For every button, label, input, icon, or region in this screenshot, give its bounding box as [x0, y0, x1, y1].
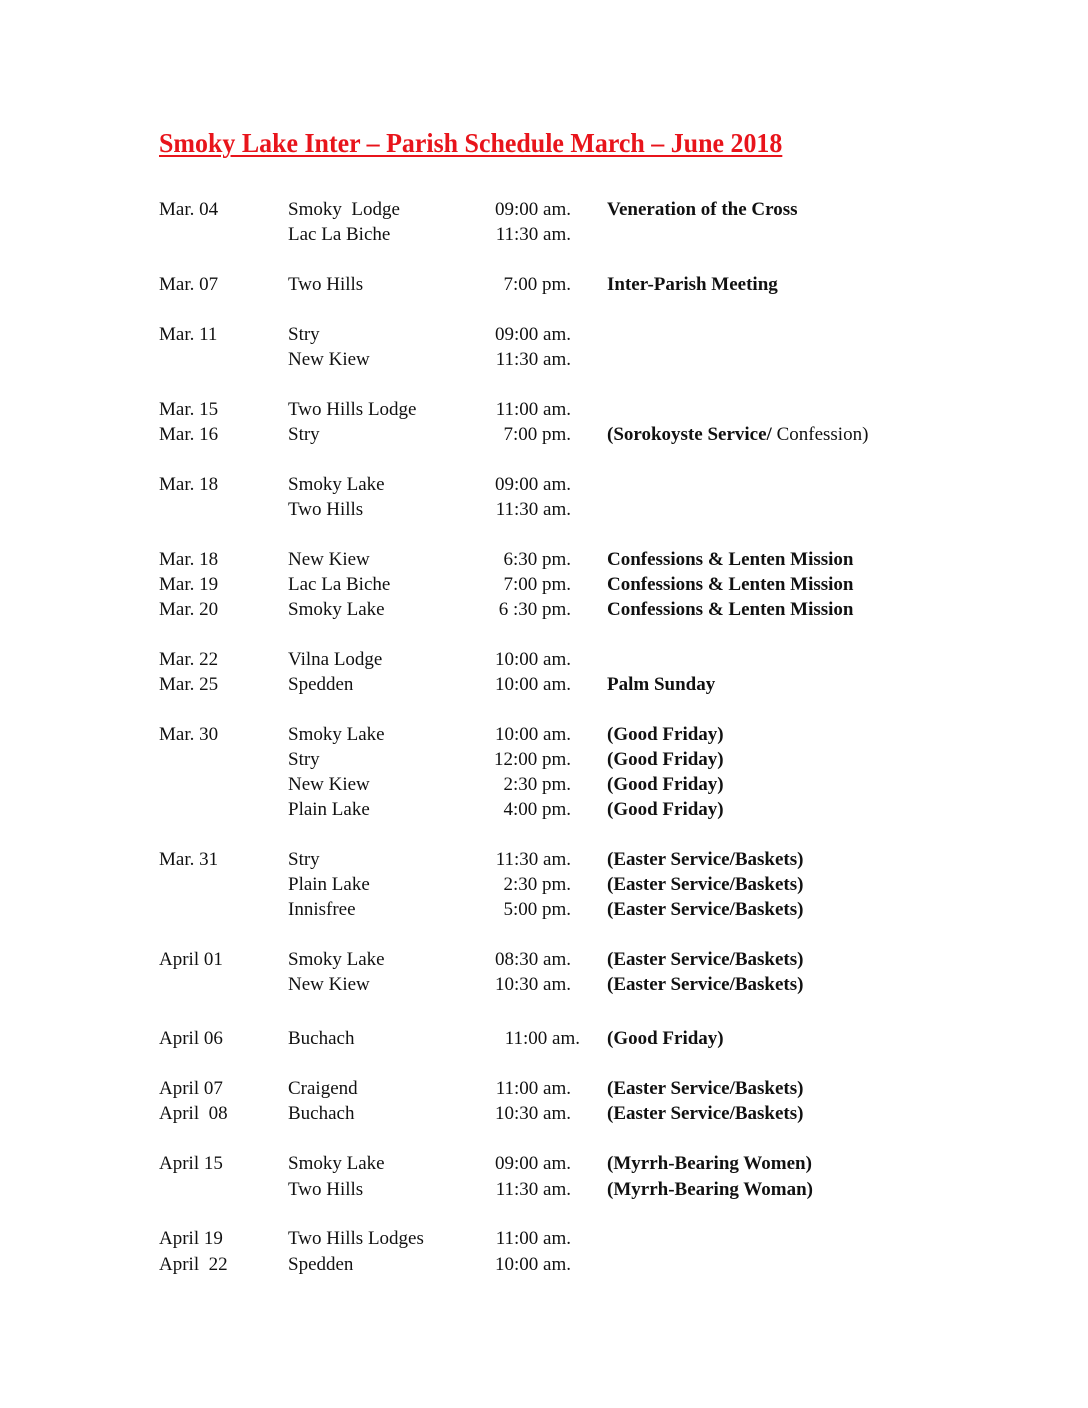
schedule-date: Mar. 30	[159, 724, 219, 745]
schedule-place: Smoky Lake	[288, 474, 385, 495]
schedule-date: April 19	[159, 1228, 223, 1249]
schedule-note	[607, 897, 803, 922]
schedule-time: 12:00 pm.	[493, 749, 571, 770]
schedule-time: 08:30 am.	[495, 949, 571, 970]
schedule-note	[607, 1101, 803, 1126]
schedule-place: Stry	[288, 324, 320, 345]
schedule-note-bold: (Sorokoyste Service/	[607, 424, 772, 445]
schedule-date: Mar. 18	[159, 549, 219, 570]
schedule-time: 7:00 pm.	[503, 574, 571, 595]
schedule-date: Mar. 20	[159, 599, 219, 620]
schedule-row	[0, 547, 1088, 572]
schedule-place: Smoky Lake	[288, 724, 385, 745]
schedule-time: 7:00 pm.	[503, 424, 571, 445]
schedule-time: 09:00 am.	[495, 474, 571, 495]
schedule-note-bold: (Easter Service/Baskets)	[607, 1103, 804, 1124]
schedule-place: Stry	[288, 749, 320, 770]
schedule-row	[0, 572, 1088, 597]
schedule-date: Mar. 16	[159, 424, 219, 445]
schedule-note	[607, 872, 803, 897]
schedule-date: April 22	[159, 1254, 228, 1275]
schedule-note-bold: Confessions & Lenten Mission	[607, 599, 854, 620]
schedule-note	[607, 972, 803, 997]
schedule-date: Mar. 31	[159, 849, 219, 870]
schedule-row	[0, 497, 1088, 522]
schedule-time: 4:00 pm.	[503, 799, 571, 820]
schedule-time: 11:30 am.	[495, 224, 571, 245]
schedule-note	[607, 1076, 803, 1101]
schedule-note	[607, 672, 715, 697]
schedule-time: 11:30 am.	[495, 499, 571, 520]
schedule-note-bold: (Easter Service/Baskets)	[607, 1078, 804, 1099]
schedule-date: April 07	[159, 1078, 223, 1099]
schedule-place: Two Hills Lodge	[288, 399, 417, 420]
schedule-place: Smoky Lake	[288, 599, 385, 620]
schedule-note	[607, 197, 798, 222]
schedule-note	[607, 1151, 812, 1176]
schedule-place: Plain Lake	[288, 874, 370, 895]
schedule-row	[0, 597, 1088, 622]
schedule-note	[607, 572, 854, 597]
schedule-row	[0, 747, 1088, 772]
schedule-note-bold: (Easter Service/Baskets)	[607, 899, 804, 920]
schedule-note-bold: (Good Friday)	[607, 749, 724, 770]
schedule-time: 7:00 pm.	[503, 274, 571, 295]
schedule-time: 10:30 am.	[495, 974, 571, 995]
schedule-date: Mar. 11	[159, 324, 218, 345]
schedule-date: Mar. 07	[159, 274, 219, 295]
schedule-time: 10:00 am.	[495, 649, 571, 670]
schedule-row	[0, 1226, 1088, 1251]
schedule-note	[607, 797, 724, 822]
schedule-time: 11:00 am.	[495, 399, 571, 420]
schedule-row	[0, 197, 1088, 222]
schedule-note-bold: Palm Sunday	[607, 674, 716, 695]
schedule-time: 10:30 am.	[495, 1103, 571, 1124]
schedule-date: April 06	[159, 1028, 223, 1049]
schedule-date: April 01	[159, 949, 223, 970]
schedule-time: 09:00 am.	[495, 199, 571, 220]
schedule-time: 11:30 am.	[495, 349, 571, 370]
schedule-place: Vilna Lodge	[288, 649, 383, 670]
schedule-place: Two Hills	[288, 1179, 364, 1200]
schedule-note	[607, 847, 803, 872]
schedule-row	[0, 672, 1088, 697]
schedule-time: 5:00 pm.	[503, 899, 571, 920]
schedule-date: Mar. 19	[159, 574, 219, 595]
schedule-note-bold: (Good Friday)	[607, 1028, 724, 1049]
schedule-row	[0, 1076, 1088, 1101]
schedule-note-bold: Confessions & Lenten Mission	[607, 574, 854, 595]
schedule-place: Two Hills	[288, 499, 364, 520]
schedule-note	[607, 547, 854, 572]
schedule-time: 11:30 am.	[495, 1179, 571, 1200]
schedule-time: 10:00 am.	[495, 724, 571, 745]
schedule-place: Craigend	[288, 1078, 358, 1099]
schedule-date: Mar. 18	[159, 474, 219, 495]
schedule-place: New Kiew	[288, 549, 370, 570]
schedule-place: Lac La Biche	[288, 224, 391, 245]
schedule-note	[607, 772, 724, 797]
schedule-note-bold: Inter-Parish Meeting	[607, 274, 778, 295]
schedule-date: Mar. 15	[159, 399, 219, 420]
schedule-note-bold: (Myrrh-Bearing Woman)	[607, 1179, 813, 1200]
schedule-row	[0, 272, 1088, 297]
schedule-note	[607, 722, 724, 747]
schedule-time: 10:00 am.	[495, 1254, 571, 1275]
schedule-note	[607, 747, 724, 772]
schedule-note-bold: (Easter Service/Baskets)	[607, 949, 804, 970]
schedule-place: Stry	[288, 424, 320, 445]
schedule-note	[607, 422, 868, 447]
schedule-place: Smoky Lake	[288, 949, 385, 970]
schedule-time: 10:00 am.	[495, 674, 571, 695]
schedule-time: 2:30 pm.	[503, 874, 571, 895]
schedule-row	[0, 322, 1088, 347]
schedule-place: Buchach	[288, 1103, 355, 1124]
schedule-note	[607, 597, 854, 622]
schedule-row	[0, 472, 1088, 497]
schedule-row	[0, 797, 1088, 822]
schedule-place: Spedden	[288, 1254, 354, 1275]
schedule-time: 6 :30 pm.	[498, 599, 571, 620]
schedule-place: Two Hills	[288, 274, 364, 295]
schedule-note	[607, 947, 803, 972]
schedule-row	[0, 422, 1088, 447]
schedule-note	[607, 1026, 724, 1051]
schedule-row	[0, 1151, 1088, 1176]
schedule-place: New Kiew	[288, 349, 370, 370]
schedule-time: 2:30 pm.	[503, 774, 571, 795]
schedule-note-bold: Confessions & Lenten Mission	[607, 549, 854, 570]
schedule-row	[0, 972, 1088, 997]
schedule-time: 09:00 am.	[495, 324, 571, 345]
schedule-note-bold: (Good Friday)	[607, 799, 724, 820]
schedule-date: Mar. 22	[159, 649, 219, 670]
schedule-note-bold: (Myrrh-Bearing Women)	[607, 1153, 812, 1174]
schedule-note-bold: Veneration of the Cross	[607, 199, 798, 220]
schedule-place: Smoky Lodge	[288, 199, 400, 220]
schedule-time: 09:00 am.	[495, 1153, 571, 1174]
schedule-time: 11:00 am.	[504, 1028, 580, 1049]
schedule-row	[0, 772, 1088, 797]
schedule-place: Two Hills Lodges	[288, 1228, 424, 1249]
schedule-note	[607, 1177, 813, 1202]
schedule-place: Plain Lake	[288, 799, 370, 820]
schedule-note-bold: (Easter Service/Baskets)	[607, 874, 804, 895]
schedule-note	[607, 272, 778, 297]
schedule-note-bold: (Easter Service/Baskets)	[607, 849, 804, 870]
schedule-place: Smoky Lake	[288, 1153, 385, 1174]
schedule-note-bold: (Easter Service/Baskets)	[607, 974, 804, 995]
schedule-row	[0, 847, 1088, 872]
schedule-row	[0, 897, 1088, 922]
schedule-row	[0, 1252, 1088, 1277]
schedule-date: April 15	[159, 1153, 223, 1174]
schedule-time: 11:00 am.	[495, 1078, 571, 1099]
schedule-row	[0, 647, 1088, 672]
schedule-time: 11:30 am.	[495, 849, 571, 870]
schedule-place: New Kiew	[288, 974, 370, 995]
schedule-row	[0, 347, 1088, 372]
schedule-date: April 08	[159, 1103, 228, 1124]
schedule-time: 11:00 am.	[495, 1228, 571, 1249]
page-title: Smoky Lake Inter – Parish Schedule March – June 2018	[159, 128, 783, 158]
schedule-place: Buchach	[288, 1028, 355, 1049]
schedule-row	[0, 1101, 1088, 1126]
schedule-place: Lac La Biche	[288, 574, 391, 595]
schedule-row	[0, 397, 1088, 422]
schedule-place: New Kiew	[288, 774, 370, 795]
schedule-place: Stry	[288, 849, 320, 870]
schedule-row	[0, 722, 1088, 747]
schedule-row	[0, 1026, 1088, 1051]
schedule-row	[0, 222, 1088, 247]
schedule-date: Mar. 04	[159, 199, 219, 220]
schedule-note-bold: (Good Friday)	[607, 774, 724, 795]
schedule-note-plain: Confession)	[771, 424, 869, 445]
schedule-row	[0, 872, 1088, 897]
schedule-row	[0, 947, 1088, 972]
schedule-place: Innisfree	[288, 899, 356, 920]
schedule-place: Spedden	[288, 674, 354, 695]
schedule-time: 6:30 pm.	[503, 549, 571, 570]
schedule-date: Mar. 25	[159, 674, 219, 695]
schedule-note-bold: (Good Friday)	[607, 724, 724, 745]
schedule-row	[0, 1177, 1088, 1202]
